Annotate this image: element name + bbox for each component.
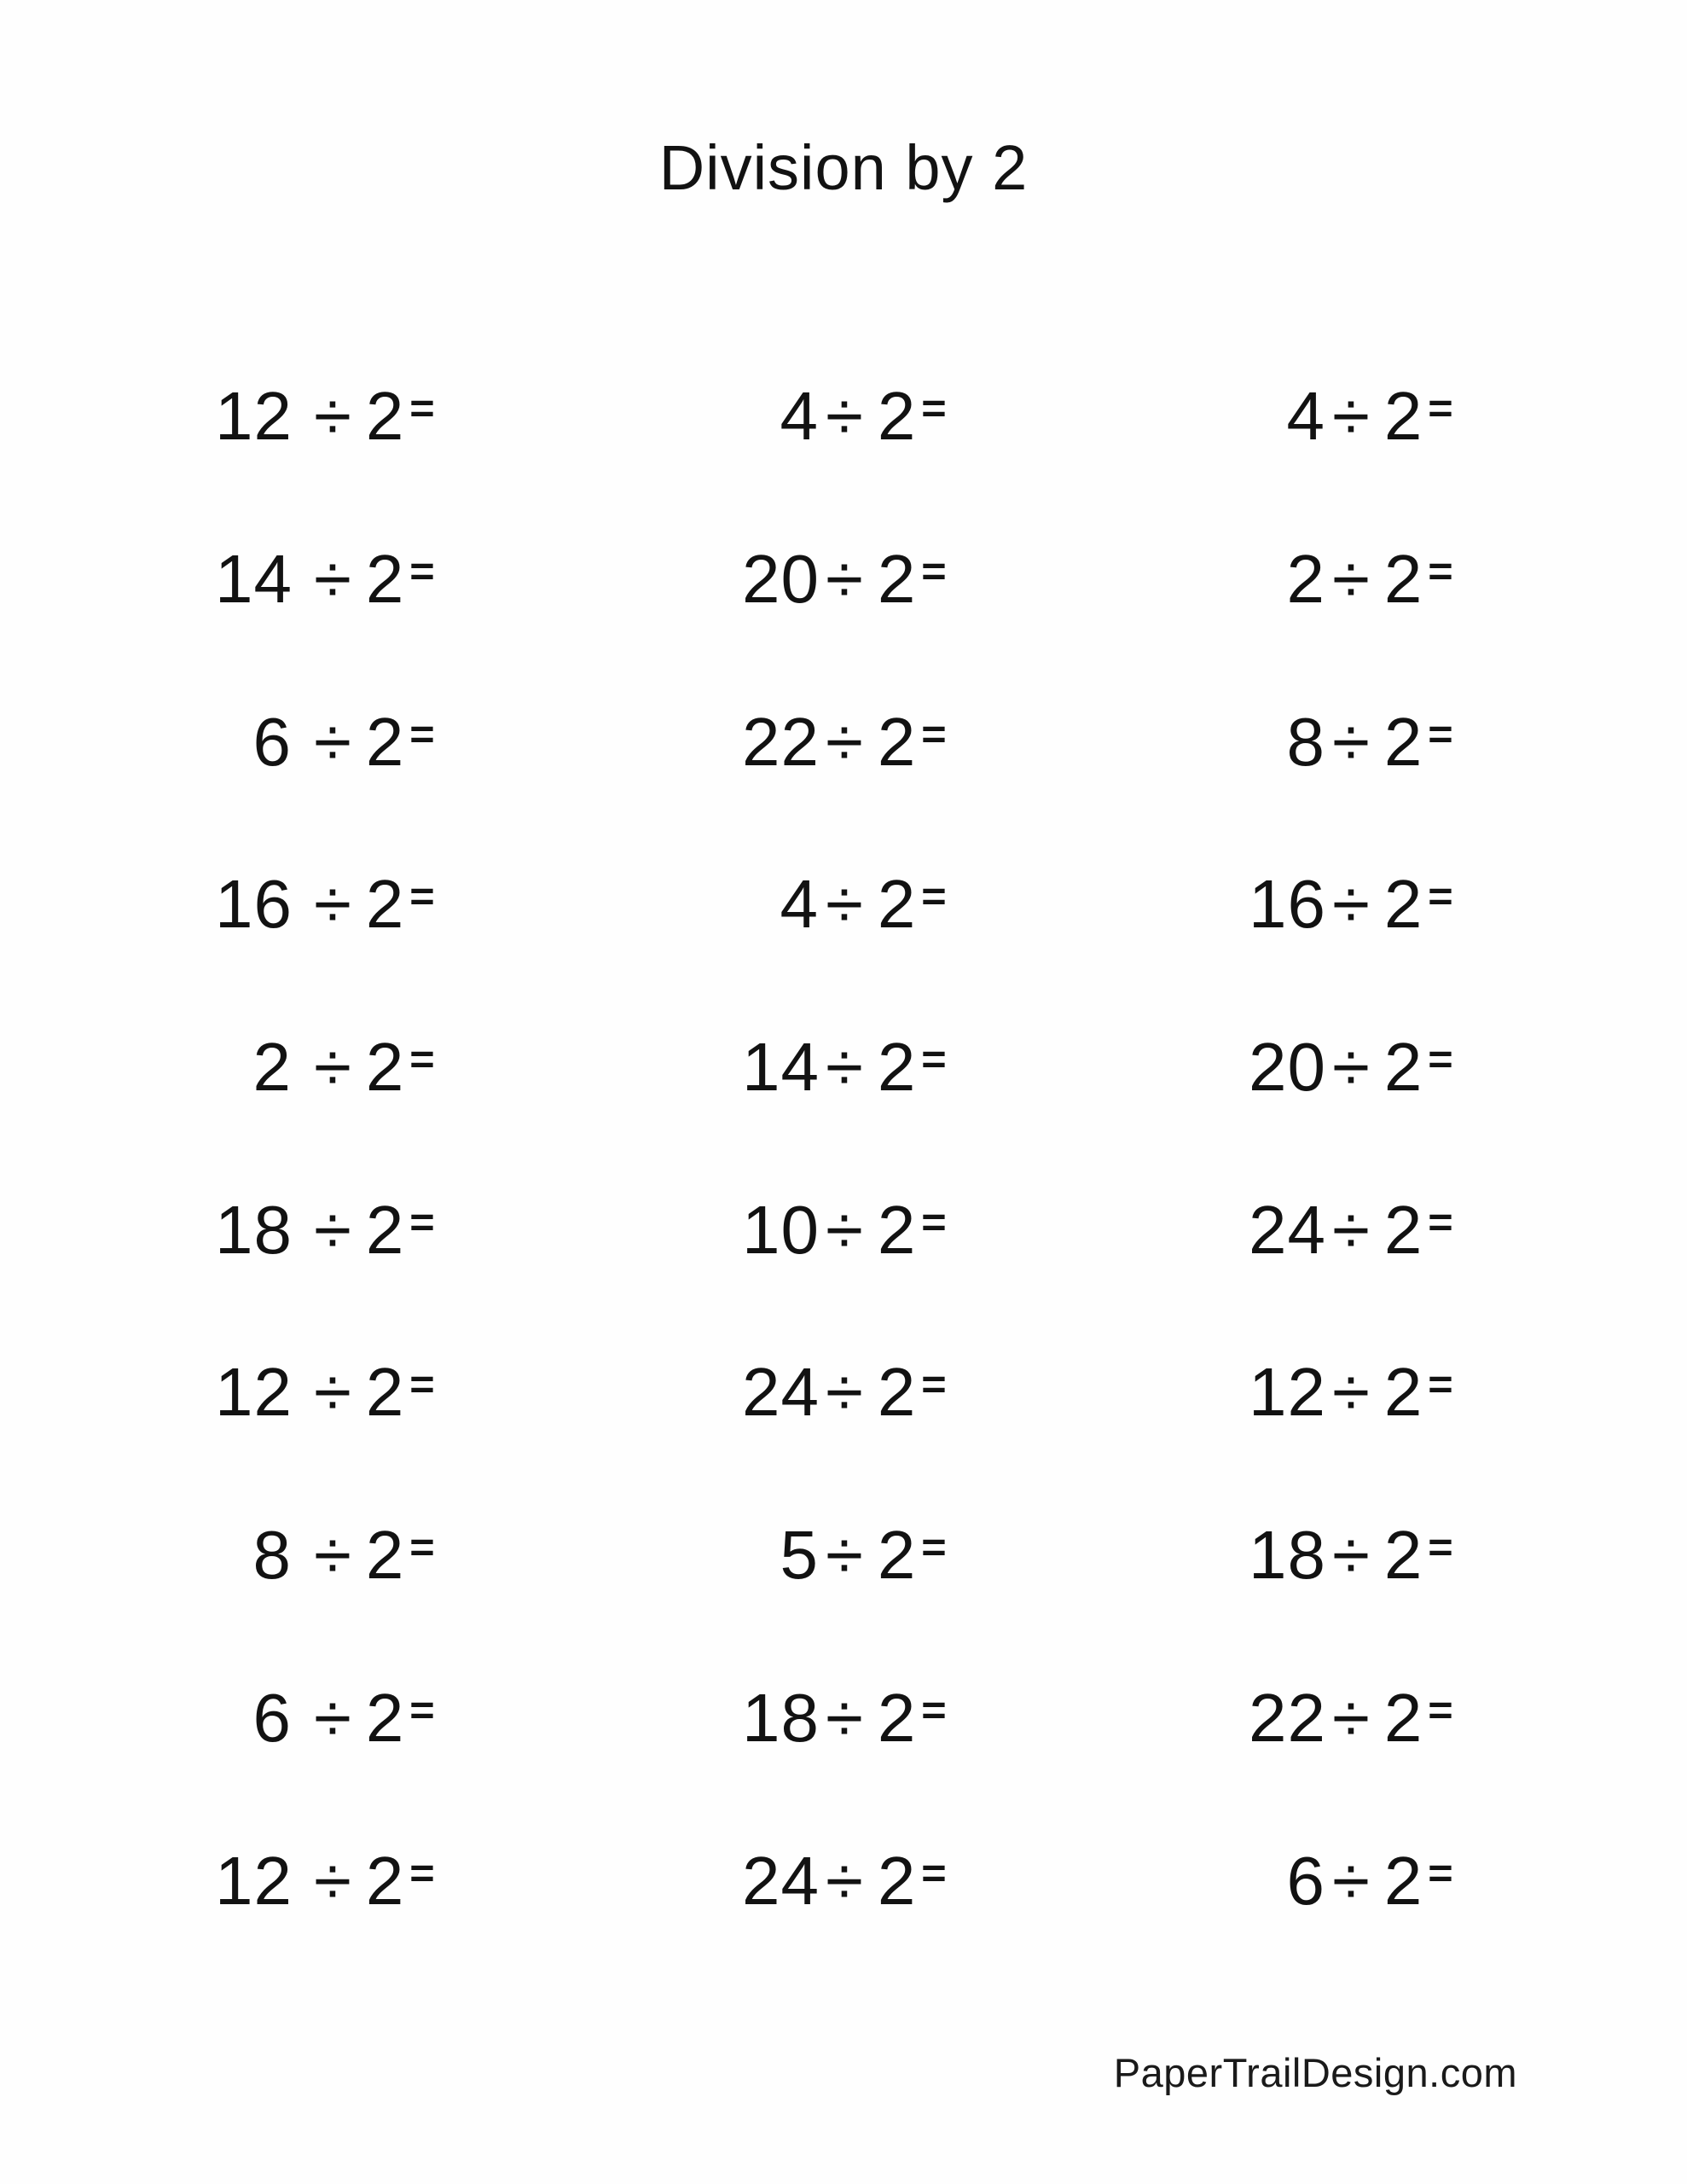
division-problem [215,1799,435,1962]
divide-sign: ÷ [314,1679,352,1756]
divide-sign: ÷ [314,541,352,618]
equals-sign: = [409,1199,437,1246]
divisor-value: 2 [1383,1354,1423,1431]
divide-sign: ÷ [314,1354,352,1431]
division-problem [742,1637,947,1800]
divisor-value: 2 [877,1842,917,1919]
divide-sign: ÷ [826,378,864,455]
dividend-value: 2 [1286,541,1325,618]
dividend-value: 6 [1286,1842,1325,1919]
division-problem [742,823,947,986]
equals-sign: = [1428,386,1455,433]
problems-column-1 [215,335,435,1962]
divisor-value: 2 [877,1191,917,1268]
divisor-value: 2 [1383,1842,1423,1919]
divisor-value: 2 [365,1029,405,1106]
divide-sign: ÷ [826,1842,864,1919]
divide-sign: ÷ [314,378,352,455]
dividend-value: 8 [1286,703,1325,780]
equals-sign: = [921,386,948,433]
division-problem [215,986,435,1149]
dividend-value: 12 [1249,1354,1326,1431]
equals-sign: = [409,712,437,758]
division-problem [1249,660,1453,823]
divisor-value: 2 [877,1679,917,1756]
equals-sign: = [1428,1525,1455,1571]
equals-sign: = [921,1525,948,1571]
problems-column-3 [1249,335,1453,1962]
division-problem [742,660,947,823]
dividend-value: 2 [252,1029,292,1106]
equals-sign: = [409,549,437,595]
divide-sign: ÷ [1332,1679,1371,1756]
dividend-value: 8 [252,1517,292,1594]
division-problem [215,1474,435,1637]
divisor-value: 2 [877,541,917,618]
dividend-value: 18 [1249,1517,1326,1594]
dividend-value: 12 [215,1354,293,1431]
divide-sign: ÷ [1332,866,1371,943]
division-problem [1249,1474,1453,1637]
equals-sign: = [921,1362,948,1409]
divide-sign: ÷ [314,1517,352,1594]
divisor-value: 2 [365,703,405,780]
divisor-value: 2 [877,378,917,455]
problems-column-2 [742,335,947,1962]
dividend-value: 16 [215,866,293,943]
division-problem [1249,1148,1453,1311]
divide-sign: ÷ [826,1679,864,1756]
divide-sign: ÷ [826,703,864,780]
divisor-value: 2 [365,1517,405,1594]
divisor-value: 2 [365,1679,405,1756]
divide-sign: ÷ [1332,1354,1371,1431]
division-problem [742,1311,947,1474]
divide-sign: ÷ [826,1354,864,1431]
division-problem [742,335,947,498]
divide-sign: ÷ [314,866,352,943]
divide-sign: ÷ [1332,1842,1371,1919]
equals-sign: = [409,1850,437,1896]
dividend-value: 20 [1249,1029,1326,1106]
equals-sign: = [409,1037,437,1083]
equals-sign: = [1428,1037,1455,1083]
dividend-value: 6 [252,703,292,780]
equals-sign: = [409,386,437,433]
divide-sign: ÷ [314,1842,352,1919]
division-problem [215,1148,435,1311]
dividend-value: 16 [1249,866,1326,943]
divide-sign: ÷ [1332,703,1371,780]
division-problem [1249,498,1453,661]
equals-sign: = [409,1687,437,1734]
equals-sign: = [1428,1362,1455,1409]
divide-sign: ÷ [1332,378,1371,455]
equals-sign: = [1428,1199,1455,1246]
dividend-value: 4 [780,866,819,943]
dividend-value: 14 [215,541,293,618]
equals-sign: = [921,1687,948,1734]
divide-sign: ÷ [1332,541,1371,618]
divide-sign: ÷ [314,1191,352,1268]
dividend-value: 14 [742,1029,820,1106]
division-problem [1249,1311,1453,1474]
dividend-value: 4 [780,378,819,455]
dividend-value: 6 [252,1679,292,1756]
division-problem [215,335,435,498]
division-problem [742,1799,947,1962]
divisor-value: 2 [1383,1191,1423,1268]
divisor-value: 2 [365,1354,405,1431]
equals-sign: = [1428,874,1455,921]
page-title: Division by 2 [658,132,1029,203]
divisor-value: 2 [1383,703,1423,780]
dividend-value: 5 [780,1517,819,1594]
divisor-value: 2 [365,866,405,943]
division-problem [215,1311,435,1474]
division-problem [742,1148,947,1311]
division-problem [742,986,947,1149]
division-problem [215,660,435,823]
divisor-value: 2 [1383,1517,1423,1594]
equals-sign: = [921,1199,948,1246]
division-problem [1249,1637,1453,1800]
dividend-value: 24 [742,1842,820,1919]
divisor-value: 2 [1383,378,1423,455]
equals-sign: = [1428,549,1455,595]
equals-sign: = [1428,1687,1455,1734]
divisor-value: 2 [1383,866,1423,943]
dividend-value: 22 [1249,1679,1326,1756]
division-problem [1249,986,1453,1149]
divisor-value: 2 [877,1029,917,1106]
division-problem [1249,823,1453,986]
equals-sign: = [921,1850,948,1896]
divisor-value: 2 [877,1354,917,1431]
dividend-value: 4 [1286,378,1325,455]
divisor-value: 2 [1383,1029,1423,1106]
equals-sign: = [921,549,948,595]
divide-sign: ÷ [1332,1517,1371,1594]
dividend-value: 20 [742,541,820,618]
equals-sign: = [921,874,948,921]
divide-sign: ÷ [826,1517,864,1594]
divide-sign: ÷ [1332,1191,1371,1268]
equals-sign: = [921,1037,948,1083]
division-problem [742,1474,947,1637]
equals-sign: = [409,874,437,921]
equals-sign: = [921,712,948,758]
dividend-value: 12 [215,1842,293,1919]
dividend-value: 12 [215,378,293,455]
dividend-value: 10 [742,1191,820,1268]
problems-grid [0,335,1687,1962]
division-problem [215,498,435,661]
footer-credit: PaperTrailDesign.com [1113,2050,1517,2095]
dividend-value: 22 [742,703,820,780]
divisor-value: 2 [1383,541,1423,618]
dividend-value: 24 [742,1354,820,1431]
equals-sign: = [409,1362,437,1409]
divisor-value: 2 [1383,1679,1423,1756]
divide-sign: ÷ [826,1029,864,1106]
divide-sign: ÷ [826,1191,864,1268]
dividend-value: 18 [215,1191,293,1268]
divide-sign: ÷ [826,541,864,618]
dividend-value: 18 [742,1679,820,1756]
divisor-value: 2 [877,1517,917,1594]
division-problem [215,1637,435,1800]
division-problem [215,823,435,986]
dividend-value: 24 [1249,1191,1326,1268]
divisor-value: 2 [365,1191,405,1268]
divide-sign: ÷ [314,1029,352,1106]
divisor-value: 2 [877,703,917,780]
equals-sign: = [1428,712,1455,758]
division-problem [742,498,947,661]
divisor-value: 2 [877,866,917,943]
equals-sign: = [409,1525,437,1571]
divisor-value: 2 [365,541,405,618]
divisor-value: 2 [365,1842,405,1919]
division-problem [1249,335,1453,498]
divide-sign: ÷ [826,866,864,943]
divisor-value: 2 [365,378,405,455]
division-problem [1249,1799,1453,1962]
divide-sign: ÷ [314,703,352,780]
equals-sign: = [1428,1850,1455,1896]
divide-sign: ÷ [1332,1029,1371,1106]
